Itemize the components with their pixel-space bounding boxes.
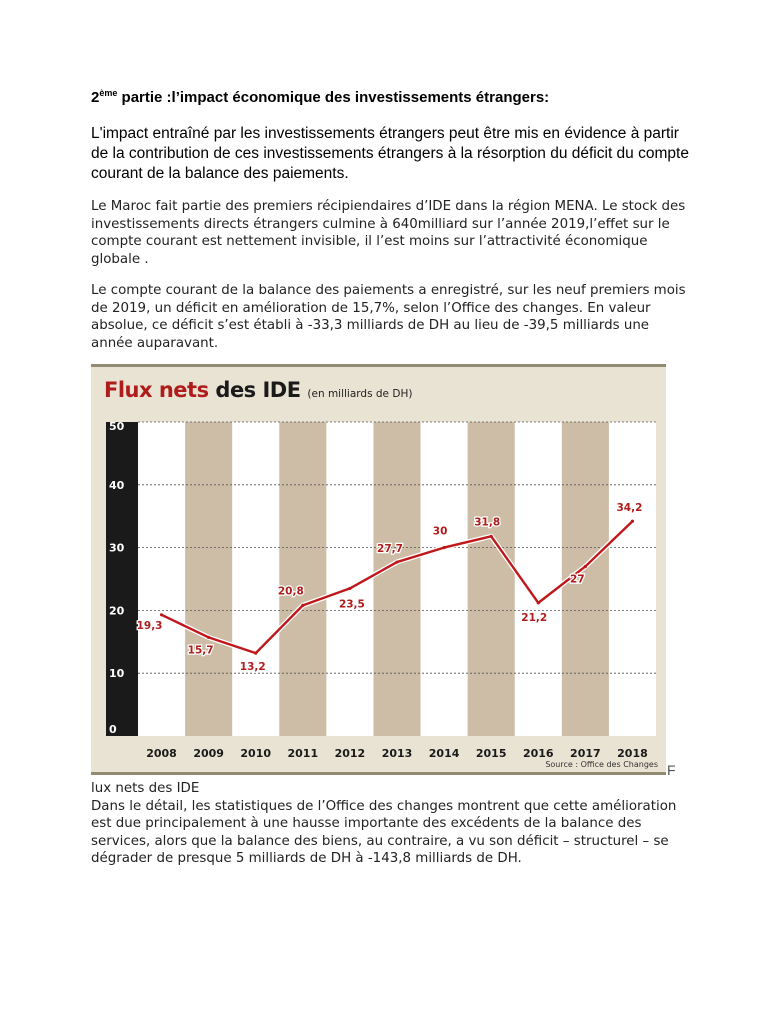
chart-figure [91,364,666,775]
intro-paragraph: L'impact entraîné par les investissements étrangers peut être mis en évidence à partir de la contribution de ces investissements étrangers à la résorption du déficit du compte courant de la balance des paiements. [91,125,689,182]
paragraph-compte-courant: Le compte courant de la balance des paiements a enregistré, sur les neuf premiers mois de 2019, un déficit en amélioration de 15,7%, selon l’Office des changes. En valeur absolue, ce déficit s’est établi à -33,3 milliards de DH au lieu de -39,5 milliards une année auparavant. [91,283,686,351]
x-tick-label: 2008 [146,747,177,760]
x-tick-label: 2017 [570,747,601,760]
data-point [301,604,304,607]
stray-letter: F [667,762,676,778]
column-stripe [468,422,515,736]
x-tick-label: 2014 [428,747,460,760]
y-tick-label: 30 [109,541,125,555]
x-tick-label: 2009 [193,747,224,760]
data-point [160,613,163,616]
section-heading [91,88,691,108]
data-label: 15,7 [187,644,214,657]
data-label: 31,8 [474,516,501,529]
data-label: 19,3 [136,619,163,632]
data-label: 34,2 [616,502,643,515]
column-stripe [185,422,232,736]
column-stripe [279,422,326,736]
data-label: 27 [570,573,585,586]
x-tick-label: 2011 [287,747,319,760]
y-tick-label: 50 [109,420,125,433]
data-point [631,520,634,523]
y-tick-label: 40 [109,478,125,492]
y-tick-label: 0 [109,723,117,736]
data-point [254,652,257,655]
x-tick-label: 2018 [617,747,648,760]
data-point [490,535,493,538]
paragraph-detail: lux nets des IDE Dans le détail, les statistiques de l’Office des changes montrent que cette amélioration est due principalement à une hausse importante des excédents de la balance des services, alors que la balance des biens, au contraire, a vu son déficit – structurel – se dégrader de presque 5 milliards de DH à -143,8 milliards de DH. [91,781,677,866]
chart-title-unit: (en milliards de DH) [307,388,413,400]
chart-source: Source : Office des Changes [545,760,658,769]
heading-superscript: ème [99,88,118,98]
data-label: 30 [432,525,448,538]
data-label: 13,2 [239,661,266,674]
data-label: 21,2 [521,611,548,624]
y-tick-label: 20 [109,604,125,618]
data-point [207,636,210,639]
x-tick-label: 2010 [240,747,272,760]
x-tick-label: 2013 [381,747,413,760]
y-axis-band [106,422,138,736]
heading-number: 2 [91,89,100,106]
x-tick-label: 2016 [522,747,554,760]
data-label: 27,7 [377,543,403,556]
column-stripe [373,422,420,736]
line-chart [91,367,666,772]
data-point [348,587,351,590]
paragraph-mena: Le Maroc fait partie des premiers récipiendaires d’IDE dans la région MENA. Le stock des investissements directs étrangers culmine à 640milliard sur l’année 2019,l’effet sur le compte courant est nettement invisible, il l’est moins sur l’attractivité économique globale . [91,199,686,267]
data-point [537,601,540,604]
chart-title-part1: Flux nets [104,378,209,402]
data-point [584,565,587,568]
data-label: 23,5 [338,598,365,611]
y-tick-label: 10 [109,667,125,681]
data-point [442,546,445,549]
chart-title-part2: des IDE [215,378,301,402]
data-point [395,560,398,563]
x-tick-label: 2012 [334,747,366,760]
heading-text: partie :l’impact économique des investissements étrangers: [117,89,550,106]
x-tick-label: 2015 [475,747,507,760]
data-label: 20,8 [277,585,304,598]
